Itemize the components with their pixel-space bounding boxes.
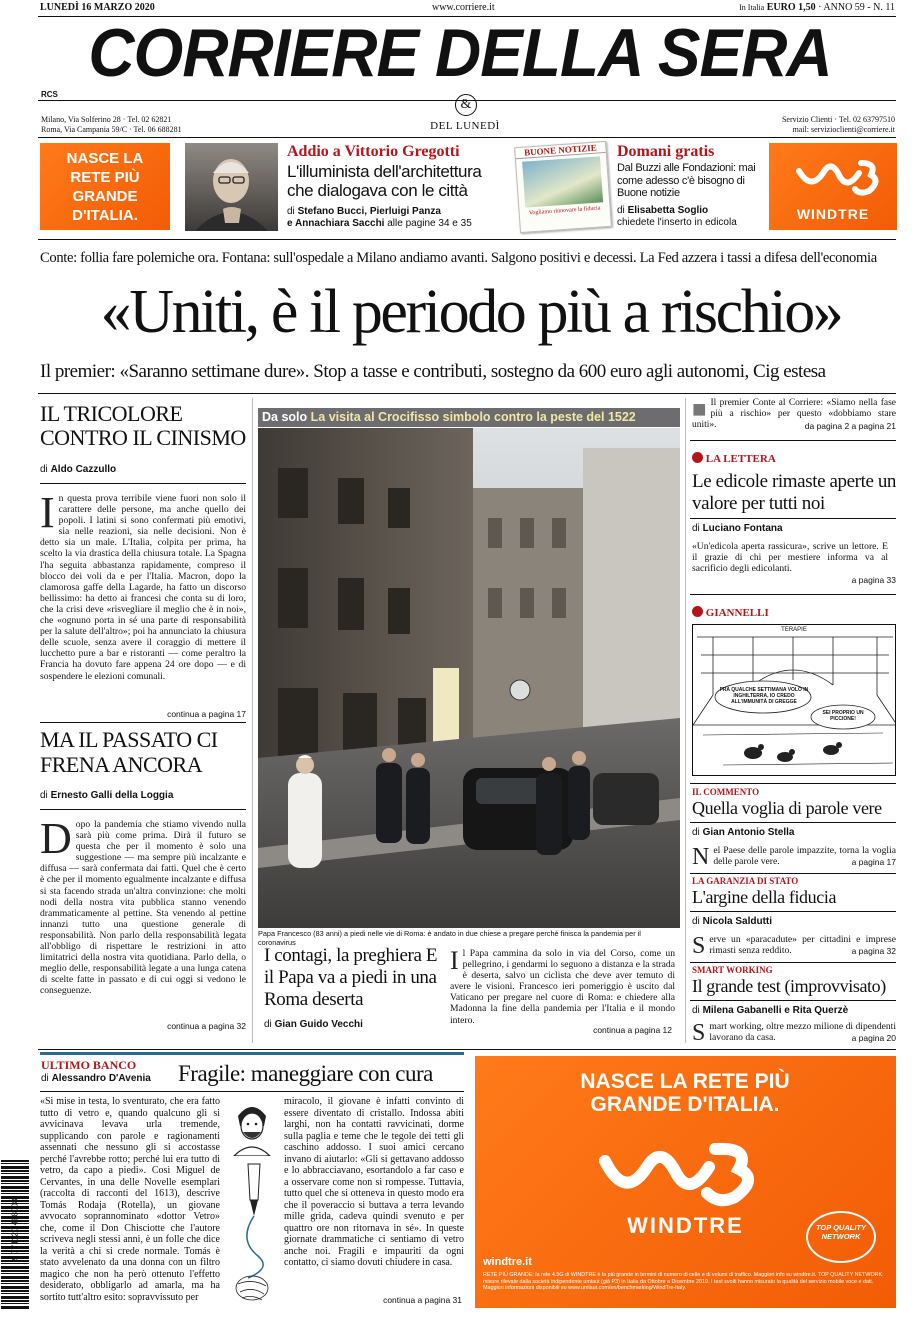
photo-title-bar[interactable] bbox=[258, 408, 680, 427]
editorial2-continued[interactable]: continua a pagina 32 bbox=[167, 1021, 246, 1031]
editorial1-continued[interactable]: continua a pagina 17 bbox=[167, 709, 246, 719]
masthead-title: CORRIERE DELLA SERA bbox=[88, 15, 832, 91]
editorial1-body: In questa prova terribile viene fuori non solo il carattere delle persone, ma anche quello dei popoli. I latini si sono confermati più emotivi, sia nelle reazioni, sia nelle decisioni. Non è detto sia un male. L'Italia, colpita per prima, ha scelto la via drastica della chiusura totale. La Spagna l'ha seguita abbastanza rapidamente, compreso il blocco dei voli da e per l'Italia. Macron, dopo la clamorosa gaffe della Lagarde, ha fatto un discorso bellissimo: ha detto ai francesi che conta su di loro, che la crisi deve «risvegliare il meglio che è in noi», che «ognuno porta in sé una parte di responsabilità per la salute dell'altro»; poi ha annunciato la chiusura delle scuole, senza avere il coraggio di mettere il lucchetto pure a bar e ristoranti — come peraltro la Francia ha dovuto fare appena 24 ore dopo — e di sospendere le elezioni comunali. bbox=[40, 493, 246, 682]
pope-byline: di Gian Guido Vecchi bbox=[264, 1019, 363, 1030]
teaser1-authors: Stefano Bucci, Pierluigi Panza bbox=[297, 206, 441, 217]
teaser2-kicker[interactable]: Domani gratis bbox=[617, 143, 715, 160]
address-block bbox=[41, 115, 182, 135]
smart-body: Smart working, oltre mezzo milione di dipendenti lavorano da casa. bbox=[692, 1021, 896, 1045]
ultimo-banco-continued[interactable]: continua a pagina 31 bbox=[383, 1295, 462, 1305]
mini-paper-caption: Vogliamo rinnovare la fiducia bbox=[528, 205, 601, 217]
commento-label: IL COMMENTO bbox=[692, 787, 760, 797]
big-ad-url[interactable]: windtre.it bbox=[483, 1256, 532, 1268]
barcode-digits: 9 771120 498008 bbox=[10, 1198, 20, 1261]
windtre-big-logo-icon bbox=[585, 1131, 785, 1221]
lettera-icon bbox=[692, 452, 703, 463]
promo-ad-left[interactable] bbox=[40, 143, 170, 230]
smart-title[interactable]: Il grande test (improvvisato) bbox=[692, 976, 886, 996]
smart-byline: di Milena Gabanelli e Rita Querzè bbox=[692, 1005, 849, 1016]
buone-notizie-cover[interactable] bbox=[514, 141, 612, 233]
teaser1-authors2: e Annachiara Sacchi bbox=[287, 218, 385, 229]
commento-body: Nel Paese delle parole impazzite, torna la voglia delle parole vere. bbox=[692, 845, 896, 869]
cartoon-title: TERAPIE bbox=[781, 627, 807, 633]
editorial1-dropcap: I bbox=[40, 493, 55, 537]
teaser1-pages: alle pagine 34 e 35 bbox=[387, 218, 472, 229]
pope-body: Il Papa cammina da solo in via del Corso, come un pellegrino, i gendarmi lo seguono a distanza e la strada è deserta, salvo un ciclista che deve aver temuto di avere le visioni. Francesco ieri pomeriggio è uscito dal Vaticano per pregare nel cuore di Roma: e chiedere alla Madonna la fine della pandemia per l'Italia e il mondo intero. bbox=[450, 948, 675, 1026]
photo-caption: Papa Francesco (83 anni) a piedi nelle vie di Roma: è andato in due chiese a pregare perché finisca la pandemia per il coronavirus bbox=[258, 929, 641, 947]
ultimo-banco-byline: di Alessandro D'Avenia bbox=[41, 1073, 151, 1084]
lettera-byline: di Luciano Fontana bbox=[692, 523, 783, 534]
smart-page[interactable]: a pagina 20 bbox=[851, 1033, 896, 1043]
address-milano: Milano, Via Solferino 28 · Tel. 02 62821 bbox=[41, 115, 172, 124]
mini-paper-title: BUONE NOTIZIE bbox=[515, 142, 606, 159]
service-block bbox=[782, 115, 895, 135]
edition-label: DEL LUNEDÌ bbox=[430, 120, 500, 132]
lettera-page[interactable]: a pagina 33 bbox=[851, 575, 896, 585]
top-quality-badge: TOP QUALITY NETWORK bbox=[806, 1211, 876, 1263]
windtre-ad-small-brand: WINDTRE bbox=[796, 206, 870, 222]
pope-headline[interactable]: I contagi, la preghiera E il Papa va a piedi in una Roma deserta bbox=[264, 945, 438, 1010]
main-headline[interactable]: «Uniti, è il periodo più a rischio» bbox=[100, 278, 842, 346]
promo-ad-left-text: NASCE LA RETE PIÙ GRANDE D'ITALIA. bbox=[66, 149, 144, 224]
smart-label: SMART WORKING bbox=[692, 965, 773, 975]
lettera-label: LA LETTERA bbox=[692, 452, 776, 465]
gregotti-photo[interactable] bbox=[185, 143, 278, 231]
teaser1-kicker[interactable]: Addio a Vittorio Gregotti bbox=[287, 143, 460, 160]
price: EURO 1,50 bbox=[766, 2, 816, 13]
teaser2-author: Elisabetta Soglio bbox=[627, 205, 709, 216]
garanzia-byline: di Nicola Saldutti bbox=[692, 916, 773, 927]
garanzia-page[interactable]: a pagina 32 bbox=[851, 946, 896, 956]
garanzia-body: Serve un «paracadute» per cittadini e imprese rimasti senza reddito. bbox=[692, 934, 896, 958]
windtre-ad-big[interactable] bbox=[475, 1056, 896, 1308]
editorial2-body: Dopo la pandemia che stiamo vivendo nulla sarà più come prima. Dirà il futuro se questa che per il momento è solo una suggestione — ma sempre più incalzante e diffusa — sarà confermata dai fatti. Quel che è certo è che per il momento egualmente incalzante e diffusa si sta facendo strada un'altra convinzione: che molti nodi della nostra vita pubblica stanno venendo drammaticamente al pettine. Sta venendo al pettine innanzi tutto una questione generale di responsabilità. Non parlo della responsabilità legata all'obbligo di rispettare le restrizioni in atto limitatrici della nostra vita quotidiana. Parlo della, o meglio delle, responsabilità legate a una lunga catena di scelte fatte in passato e di cui oggi si vedono le conseguenze. bbox=[40, 819, 246, 997]
cartoon-bubble2: SEI PROPRIO UN PICCIONE! bbox=[822, 710, 864, 722]
teaser2-byline: di Elisabetta Soglio chiedete l'inserto in edicola bbox=[617, 205, 737, 228]
photo-label: Da solo bbox=[262, 410, 308, 424]
editorial1 bbox=[40, 398, 246, 719]
price-prefix: In Italia bbox=[739, 3, 765, 12]
masthead-date: LUNEDÌ 16 MARZO 2020 bbox=[40, 2, 155, 13]
ultimo-banco-col1: «Si mise in testa, lo sventurato, che era fatto tutto di vetro e, quando qualcuno gli si avvicinava levava urla tremende, supplicando con parole e ragionamenti assennati che nessuno gli si accostasse perché l'avrebbe rotto; perché lui era tutto di vetro, da capo a piedi». Così Miguel de Cervantes, in una delle Novelle esemplari (raccolta di racconti del 1613), descrive Tomás Rodaja (Rotella), un giovane avvocato soprannominato «dottor Vetro» che, come il Don Chisciotte che l'autore scriveva negli stessi anni, è un folle che dice la verità a chi si crede normale. Tomás è stato avvelenato da una donna con un filtro magico che non ha però ottenuto l'effetto desiderato, obbligarlo ad amarla, ma ha sortito tutt'altro esito: sopravvissuto per bbox=[40, 1096, 220, 1303]
conte-box[interactable]: ■ Il premier Conte al Corriere: «Siamo nella fase più a rischio» per questo «dobbiamo stare uniti». bbox=[692, 398, 896, 431]
teaser2-note: chiedete l'inserto in edicola bbox=[617, 217, 737, 228]
big-ad-headline: NASCE LA RETE PIÙ GRANDE D'ITALIA. bbox=[580, 1070, 790, 1116]
ultimo-banco-col2: miracolo, il giovane è infatti convinto di essere diventato di cristallo. Indossa abiti larghi, non ha contatti ravvicinati, dorme sulla paglia e teme che le tegole dei tetti gli caschino addosso. I suoi amici cercano invano di aiutarlo: «Gli si gettavano addosso e lo abbracciavano, esortandolo a far caso e a osservare come non si rompesse. Tuttavia, tutto quel che si otteneva in questo modo era che il poveraccio si buttava a terra levando mille grida, cadeva quindi svenuto e per quattro ore non ritornava in sé». In queste giornate drammatiche ci sentiamo di vetro anche noi. Fragili e impauriti da ogni contatto, ci siamo dovuti chiudere in casa. bbox=[284, 1096, 464, 1268]
masthead-website[interactable]: www.corriere.it bbox=[432, 2, 495, 13]
teaser2-headline[interactable]: Dal Buzzi alle Fondazioni: mai come adesso c'è bisogno di Buone notizie bbox=[617, 162, 756, 200]
address-roma: Roma, Via Campania 59/C · Tel. 06 688281 bbox=[41, 125, 182, 134]
issue-number: · ANNO 59 - N. 11 bbox=[818, 2, 895, 13]
main-summary: Conte: follia fare polemiche ora. Fontana: sull'ospedale a Milano andiamo avanti. Salgono positivi e decessi. La Fed azzera i tassi a difesa dell'economia bbox=[40, 250, 877, 266]
rcs-logo: RCS bbox=[41, 90, 58, 99]
teaser1-byline: di Stefano Bucci, Pierluigi Panza e Annachiara Sacchi alle pagine 34 e 35 bbox=[287, 206, 472, 229]
commento-page[interactable]: a pagina 17 bbox=[851, 857, 896, 867]
giannelli-cartoon[interactable] bbox=[692, 624, 896, 776]
editorial1-byline: di Aldo Cazzullo bbox=[40, 464, 117, 475]
service-mail[interactable]: mail: servizioclienti@corriere.it bbox=[792, 125, 895, 134]
editorial2-title[interactable]: MA IL PASSATO CI FRENA ANCORA bbox=[40, 727, 218, 777]
lettera-title[interactable]: Le edicole rimaste aperte un valore per tutti noi bbox=[692, 471, 897, 514]
garanzia-label: LA GARANZIA DI STATO bbox=[692, 876, 799, 886]
photo-title: La visita al Crocifisso simbolo contro la peste del 1522 bbox=[310, 410, 636, 424]
author-portrait bbox=[228, 1098, 276, 1156]
big-ad-brand: WINDTRE bbox=[627, 1213, 744, 1238]
cartoon-bubble1: FRA QUALCHE SETTIMANA VOLO IN INGHILTERRA, IO CREDO ALL'IMMUNITÀ DI GREGGE bbox=[719, 687, 809, 705]
windtre-ad-small[interactable] bbox=[769, 143, 897, 230]
service-phone: Servizio Clienti · Tel. 02 63797510 bbox=[781, 115, 895, 124]
big-ad-fine-print: RETE PIÙ GRANDE: la rete 4.5G di WINDTRE è la più grande in termini di numero di celle e di volumi di traffico. Maggiori info su windtre.it. TOP QUALITY NETWORK: misure rilevate dalla società indipendente umlaut (già P3) in Italia da Ottobre a Dicembre 2019. I test svolti hanno misurato la qualità del servizio mobile voce e dati. Maggiori informazioni disponibili su www.umlaut.com/en/benchmarking/WindTre-Italy. bbox=[483, 1272, 884, 1292]
windtre-logo-icon bbox=[769, 149, 897, 209]
main-subhead: Il premier: «Saranno settimane dure». Stop a tasse e contributi, sostegno da 600 euro agli autonomi, Cig estesa bbox=[40, 361, 826, 382]
masthead-price-block bbox=[739, 2, 895, 13]
garanzia-title[interactable]: L'argine della fiducia bbox=[692, 887, 837, 907]
editorial2-byline: di Ernesto Galli della Loggia bbox=[40, 790, 174, 801]
giannelli-label: GIANNELLI bbox=[692, 606, 769, 619]
editorial2-dropcap: D bbox=[40, 819, 72, 863]
giannelli-icon bbox=[692, 606, 703, 617]
commento-byline: di Gian Antonio Stella bbox=[692, 827, 795, 838]
editorial1-title[interactable]: IL TRICOLORE CONTRO IL CINISMO bbox=[40, 401, 246, 450]
fountain-pen-icon bbox=[228, 1160, 276, 1305]
commento-title[interactable]: Quella voglia di parole vere bbox=[692, 798, 882, 818]
ultimo-banco-label: ULTIMO BANCO bbox=[41, 1058, 137, 1072]
pope-photo[interactable] bbox=[258, 428, 680, 928]
pope-continued[interactable]: continua a pagina 12 bbox=[593, 1025, 672, 1035]
ultimo-banco-title[interactable]: Fragile: maneggiare con cura bbox=[178, 1061, 433, 1086]
emblem-icon: & bbox=[455, 94, 477, 116]
editorial2 bbox=[40, 727, 246, 1031]
teaser1-headline[interactable]: L'illuminista dell'architettura che dialogava con le città bbox=[287, 162, 482, 200]
conte-pages[interactable]: da pagina 2 a pagina 21 bbox=[804, 421, 896, 431]
lettera-body: «Un'edicola aperta rassicura», scrive un lettore. E il grazie di chi per mestiere informa va al sacrificio degli edicolanti. bbox=[692, 541, 888, 575]
conte-text: Il premier Conte al Corriere: «Siamo nella fase più a rischio» per questo «dobbiamo stare uniti». bbox=[692, 398, 896, 431]
